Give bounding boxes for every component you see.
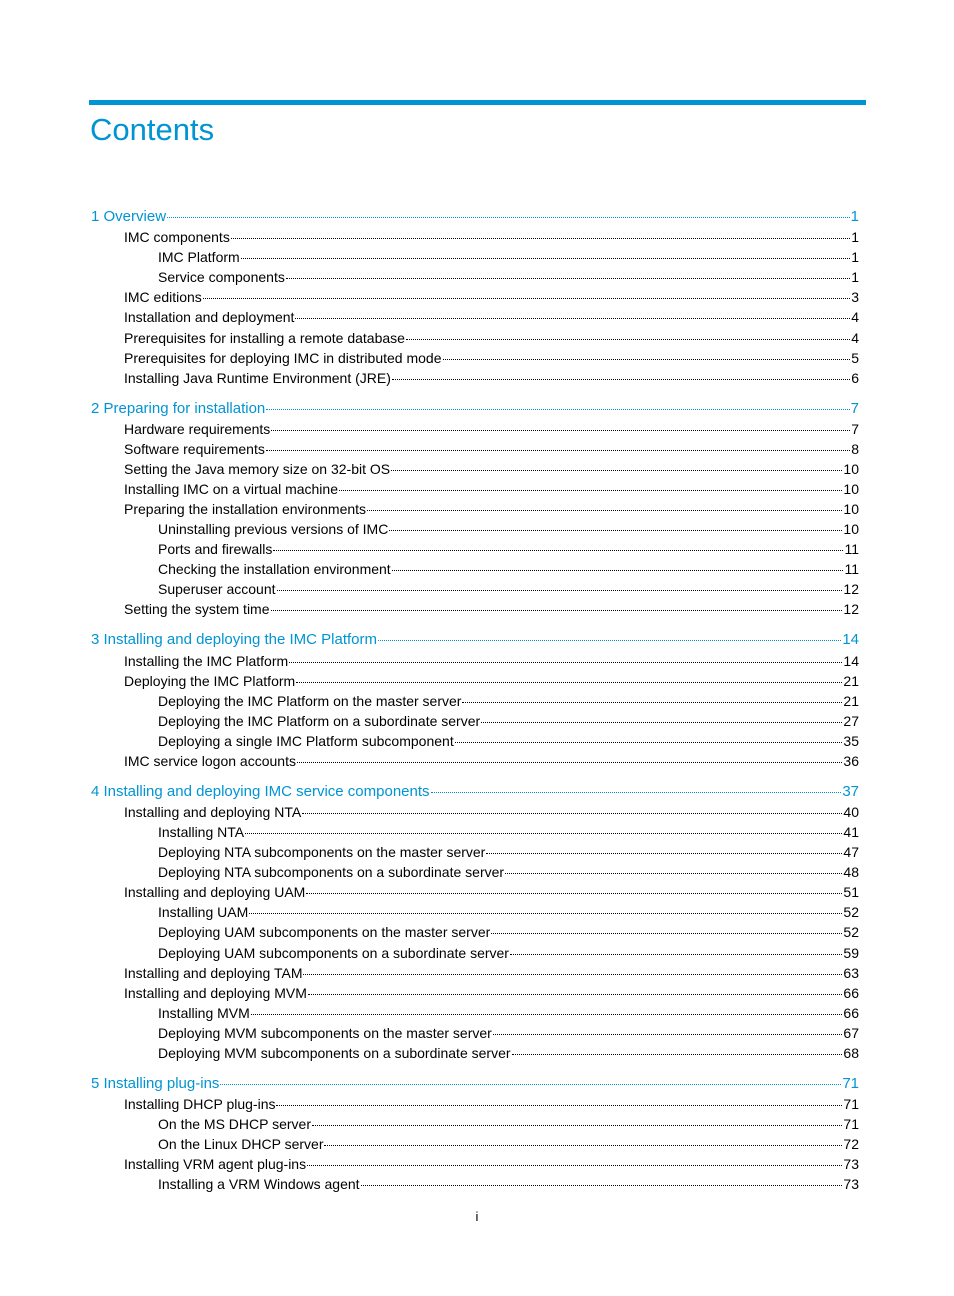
toc-entry-page: 71 <box>842 1074 859 1092</box>
dot-leader <box>241 257 851 259</box>
toc-entry[interactable] <box>158 579 859 599</box>
toc-entry-title: Installing and deploying NTA <box>124 803 302 820</box>
toc-entry-page: 63 <box>843 964 859 981</box>
dot-leader <box>308 993 843 995</box>
dot-leader <box>361 1184 843 1186</box>
toc-entry[interactable] <box>124 227 859 247</box>
toc-entry[interactable] <box>158 519 859 539</box>
dot-leader <box>392 569 844 571</box>
toc-entry-page: 8 <box>851 440 859 457</box>
toc-chapter[interactable] <box>91 630 859 650</box>
dot-leader <box>289 661 842 663</box>
dot-leader <box>455 741 843 743</box>
toc-entry[interactable] <box>124 499 859 519</box>
toc-entry-page: 1 <box>851 229 859 246</box>
toc-entry[interactable] <box>158 539 859 559</box>
toc-entry[interactable] <box>158 559 859 579</box>
toc-entry[interactable] <box>124 307 859 327</box>
toc-entry[interactable] <box>124 963 859 983</box>
dot-leader <box>266 449 850 451</box>
toc-entry-title: Deploying the IMC Platform on a subordinate server <box>158 712 481 729</box>
toc-entry[interactable] <box>124 882 859 902</box>
toc-entry-title: Checking the installation environment <box>158 561 391 578</box>
dot-leader <box>486 852 842 854</box>
dot-leader <box>297 761 842 763</box>
toc-entry[interactable] <box>124 802 859 822</box>
toc-entry-page: 11 <box>844 561 859 578</box>
dot-leader <box>510 953 842 955</box>
dot-leader <box>251 1013 843 1015</box>
dot-leader <box>493 1033 843 1035</box>
toc-entry-page: 66 <box>843 1004 859 1021</box>
toc-entry[interactable] <box>124 368 859 388</box>
toc-entry-title: Installation and deployment <box>124 309 295 326</box>
toc-entry[interactable] <box>158 1114 859 1134</box>
toc-entry-title: Deploying UAM subcomponents on the master server <box>158 924 491 941</box>
toc-entry[interactable] <box>124 599 859 619</box>
toc-entry-page: 37 <box>842 782 859 800</box>
toc-entry-title: Preparing the installation environments <box>124 501 367 517</box>
toc-entry-title: Installing NTA <box>158 824 245 840</box>
dot-leader <box>378 639 841 641</box>
toc-entry-title: Superuser account <box>158 581 276 598</box>
toc-chapter[interactable] <box>91 207 859 227</box>
dot-leader <box>286 277 850 279</box>
toc-entry[interactable] <box>124 1094 859 1114</box>
toc-entry-page: 4 <box>851 329 859 346</box>
toc-entry-page: 71 <box>843 1116 859 1132</box>
dot-leader <box>273 549 843 551</box>
toc-entry-title: Installing IMC on a virtual machine <box>124 480 338 497</box>
toc-entry-title: Installing UAM <box>158 904 249 921</box>
dot-leader <box>307 1164 842 1166</box>
toc-entry-page: 6 <box>851 369 859 386</box>
toc-entry-page: 10 <box>843 480 859 497</box>
toc-entry-title: 3 Installing and deploying the IMC Platform <box>91 631 377 649</box>
toc-entry-page: 5 <box>851 349 859 366</box>
dot-leader <box>391 469 842 471</box>
toc-entry-title: Installing the IMC Platform <box>124 652 289 669</box>
toc-entry-title: Setting the Java memory size on 32-bit OS <box>124 460 391 477</box>
toc-entry[interactable] <box>124 459 859 479</box>
toc-entry-title: Deploying UAM subcomponents on a subordinate server <box>158 944 509 961</box>
dot-leader <box>339 489 842 491</box>
toc-chapter[interactable] <box>91 782 859 802</box>
toc-entry-title: On the MS DHCP server <box>158 1116 312 1132</box>
toc-entry[interactable] <box>158 922 859 942</box>
toc-entry[interactable] <box>158 267 859 287</box>
toc-entry-title: Deploying NTA subcomponents on a subordinate server <box>158 864 505 881</box>
toc-entry-title: Deploying a single IMC Platform subcomponent <box>158 732 454 749</box>
toc-entry[interactable] <box>158 691 859 711</box>
toc-entry-page: 52 <box>843 924 859 941</box>
toc-entry-page: 11 <box>844 541 859 558</box>
dot-leader <box>512 1053 843 1055</box>
toc-entry-title: Installing and deploying UAM <box>124 884 306 901</box>
toc-entry-page: 4 <box>851 309 859 326</box>
toc-entry-title: Installing VRM agent plug-ins <box>124 1156 307 1173</box>
toc-entry-page: 48 <box>843 864 859 881</box>
toc-entry-page: 7 <box>850 399 859 417</box>
dot-leader <box>303 973 842 975</box>
toc-entry[interactable] <box>124 439 859 459</box>
dot-leader <box>277 589 843 591</box>
toc-entry[interactable] <box>124 983 859 1003</box>
dot-leader <box>296 681 842 683</box>
toc-entry-title: Uninstalling previous versions of IMC <box>158 521 389 538</box>
toc-entry-page: 47 <box>843 844 859 861</box>
toc-entry-title: Service components <box>158 269 285 286</box>
toc-entry-page: 12 <box>843 581 859 598</box>
dot-leader <box>324 1144 842 1146</box>
dot-leader <box>431 791 842 793</box>
toc-entry-title: Deploying MVM subcomponents on the master server <box>158 1024 492 1041</box>
toc-entry-page: 27 <box>843 712 859 729</box>
dot-leader <box>276 1104 842 1106</box>
toc-entry[interactable] <box>124 419 859 439</box>
toc-entry[interactable] <box>124 751 859 771</box>
toc-entry-page: 1 <box>850 208 859 225</box>
dot-leader <box>245 832 842 834</box>
toc-entry-title: Software requirements <box>124 440 265 457</box>
toc-entry-page: 66 <box>843 984 859 1001</box>
toc-entry-title: Prerequisites for installing a remote database <box>124 329 405 346</box>
toc-entry-title: Installing Java Runtime Environment (JRE) <box>124 369 391 386</box>
dot-leader <box>203 297 850 299</box>
toc-entry[interactable] <box>158 902 859 922</box>
toc-entry-title: Deploying NTA subcomponents on the master server <box>158 844 486 861</box>
toc-entry[interactable] <box>158 1023 859 1043</box>
toc-entry-title: 2 Preparing for installation <box>91 399 266 417</box>
dot-leader <box>302 812 842 814</box>
page-title: Contents <box>90 112 215 147</box>
toc-entry-page: 51 <box>843 884 859 901</box>
toc-entry[interactable] <box>158 943 859 963</box>
toc-entry-title: Installing and deploying MVM <box>124 984 307 1001</box>
toc-entry-title: Installing and deploying TAM <box>124 964 303 981</box>
toc-entry-title: Installing MVM <box>158 1004 250 1021</box>
toc-entry-title: Setting the system time <box>124 601 270 618</box>
toc-entry[interactable] <box>124 671 859 691</box>
toc-entry-page: 7 <box>851 420 859 437</box>
toc-entry-title: IMC components <box>124 229 230 246</box>
toc-entry-page: 21 <box>843 672 859 689</box>
toc-entry[interactable] <box>124 651 859 671</box>
toc-entry-title: On the Linux DHCP server <box>158 1136 324 1153</box>
dot-leader <box>392 378 850 380</box>
toc-entry[interactable] <box>158 247 859 267</box>
toc-entry-title: IMC Platform <box>158 249 240 266</box>
toc-entry-page: 1 <box>851 249 859 266</box>
toc-entry-title: IMC editions <box>124 289 202 306</box>
toc-entry-title: Hardware requirements <box>124 420 271 437</box>
page-number: i <box>475 1209 479 1224</box>
toc-entry[interactable] <box>124 328 859 348</box>
toc-entry-page: 14 <box>842 631 859 649</box>
toc-entry-page: 3 <box>851 289 859 306</box>
toc-entry-title: Deploying the IMC Platform <box>124 672 296 689</box>
dot-leader <box>266 408 849 410</box>
dot-leader <box>462 701 842 703</box>
toc-entry-title: 1 Overview <box>91 208 167 225</box>
dot-leader <box>505 872 842 874</box>
dot-leader <box>443 358 851 360</box>
dot-leader <box>481 721 842 723</box>
toc-entry[interactable] <box>124 348 859 368</box>
toc-entry[interactable] <box>158 1134 859 1154</box>
toc-entry-page: 72 <box>843 1136 859 1153</box>
toc-entry[interactable] <box>158 862 859 882</box>
toc-entry-page: 35 <box>843 732 859 749</box>
dot-leader <box>295 317 850 319</box>
toc-entry-page: 36 <box>843 752 859 769</box>
toc-entry-page: 10 <box>843 501 859 517</box>
dot-leader <box>231 237 850 239</box>
dot-leader <box>406 338 850 340</box>
toc-entry-page: 12 <box>843 601 859 618</box>
dot-leader <box>312 1124 842 1126</box>
toc-entry-title: Installing a VRM Windows agent <box>158 1176 360 1193</box>
toc-entry-page: 71 <box>843 1096 859 1112</box>
toc-entry-title: Ports and firewalls <box>158 541 273 558</box>
toc-entry-page: 68 <box>843 1044 859 1061</box>
toc-entry-page: 40 <box>843 803 859 820</box>
toc-entry-page: 10 <box>843 460 859 477</box>
toc-entry-page: 14 <box>843 652 859 669</box>
toc-entry-page: 73 <box>843 1156 859 1173</box>
dot-leader <box>367 509 842 511</box>
toc-entry-page: 52 <box>843 904 859 921</box>
toc-entry-page: 21 <box>843 692 859 709</box>
toc-entry[interactable] <box>124 479 859 499</box>
dot-leader <box>389 529 842 531</box>
toc-entry-page: 67 <box>843 1024 859 1041</box>
dot-leader <box>220 1083 841 1085</box>
toc-entry-page: 73 <box>843 1176 859 1193</box>
toc-entry-title: Deploying the IMC Platform on the master server <box>158 692 462 709</box>
toc-entry[interactable] <box>158 1174 859 1194</box>
toc-entry-page: 59 <box>843 944 859 961</box>
toc-entry-title: Prerequisites for deploying IMC in distributed mode <box>124 349 442 366</box>
dot-leader <box>249 912 842 914</box>
toc-entry[interactable] <box>158 731 859 751</box>
toc-entry-page: 1 <box>851 269 859 286</box>
toc-entry[interactable] <box>124 1154 859 1174</box>
toc-entry-page: 10 <box>843 521 859 538</box>
toc-entry-title: 4 Installing and deploying IMC service components <box>91 782 430 800</box>
toc-entry-title: 5 Installing plug-ins <box>91 1074 220 1092</box>
toc-chapter[interactable] <box>91 399 859 419</box>
toc-entry[interactable] <box>158 711 859 731</box>
toc-entry[interactable] <box>158 822 859 842</box>
toc-entry-title: Deploying MVM subcomponents on a subordinate server <box>158 1044 511 1061</box>
toc-entry[interactable] <box>158 1003 859 1023</box>
toc-entry[interactable] <box>124 287 859 307</box>
dot-leader <box>306 892 842 894</box>
dot-leader <box>271 609 843 611</box>
dot-leader <box>167 216 850 218</box>
toc-chapter[interactable] <box>91 1074 859 1094</box>
toc-entry-page: 41 <box>843 824 859 840</box>
toc-entry[interactable] <box>158 1043 859 1063</box>
toc-entry[interactable] <box>158 842 859 862</box>
dot-leader <box>271 429 850 431</box>
dot-leader <box>491 932 842 934</box>
toc-entry-title: IMC service logon accounts <box>124 752 296 769</box>
toc-entry-title: Installing DHCP plug-ins <box>124 1096 276 1112</box>
